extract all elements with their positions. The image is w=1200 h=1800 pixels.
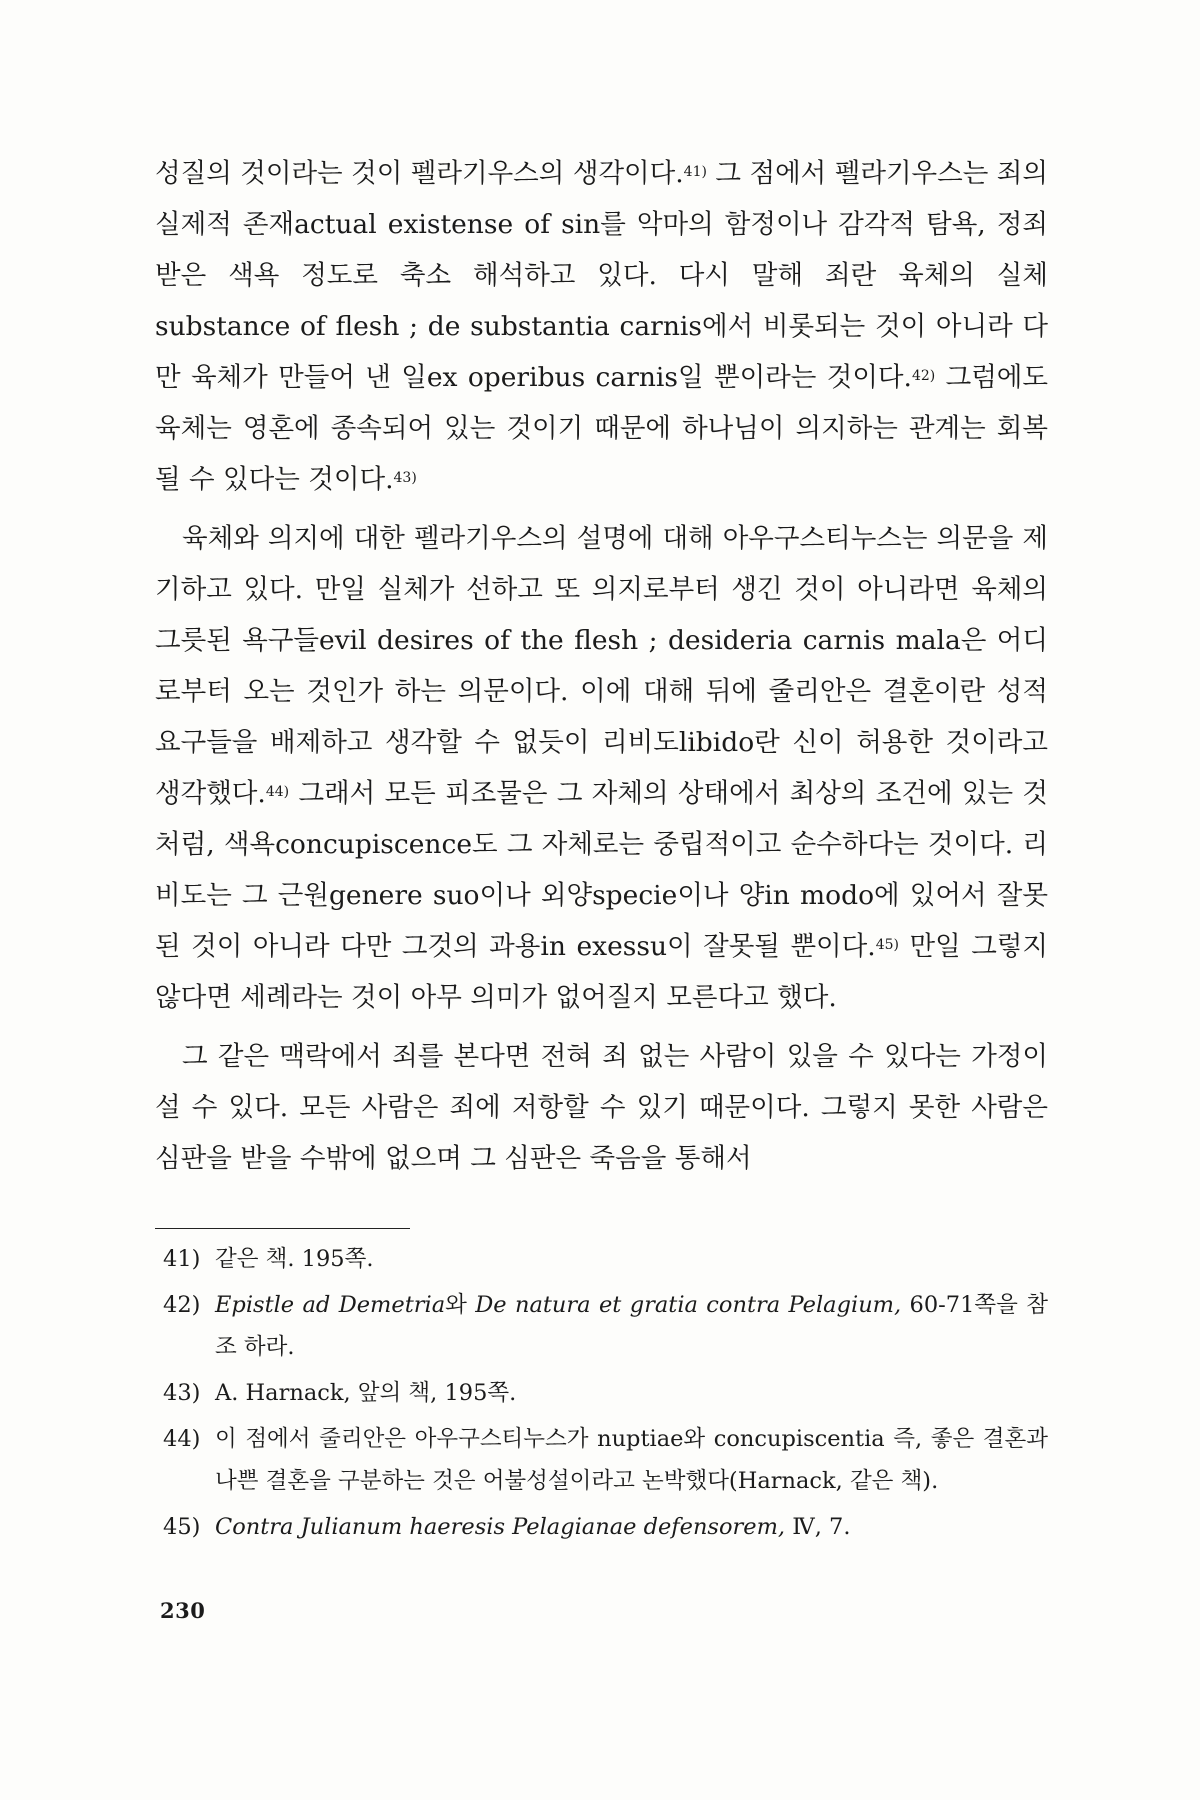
footnote-ref-44[interactable]: 44) — [265, 784, 290, 800]
paragraph-1 — [155, 148, 1048, 505]
footnote-number: 42) — [163, 1292, 201, 1318]
footnote-42 — [163, 1284, 1048, 1368]
footnote-43 — [163, 1372, 1048, 1414]
paragraph-3 — [155, 1031, 1048, 1184]
footnote-number: 41) — [163, 1246, 201, 1272]
footnote-number: 43) — [163, 1380, 201, 1406]
footnote-text: A. Harnack, 앞의 책, 195쪽. — [215, 1380, 517, 1406]
footnote-ref-43[interactable]: 43) — [393, 470, 417, 486]
footnote-41 — [163, 1238, 1048, 1280]
footnote-rest: 60-71쪽을 참조 하라. — [215, 1292, 1048, 1360]
footnote-ref-45[interactable]: 45) — [875, 937, 899, 953]
book-title: Epistle ad Demetria — [215, 1292, 446, 1318]
paragraph-2 — [155, 513, 1048, 1023]
text-segment: 육체와 의지에 대한 펠라기우스의 설명에 대해 아우구스티누스는 의문을 제기하고 있다. 만일 실체가 선하고 또 의지로부터 생긴 것이 아니라면 육체의 그릇된 욕구들evil desires of the flesh ; desideria carnis mala은 어디로부터 오는 것인가 하는 의문이다. 이에 대해 뒤에 줄리안은 결혼이란 성적 요구들을 배제하고 생각할 수 없듯이 리비도libido란 신이 허용한 것이라고 생각했다. — [155, 523, 1048, 809]
footnote-text — [215, 1284, 1048, 1368]
footnote-text: 이 점에서 줄리안은 아우구스티누스가 nuptiae와 concupiscentia 즉, 좋은 결혼과 나쁜 결혼을 구분하는 것은 어불성설이라고 논박했다(Harnack, 같은 책). — [215, 1426, 1048, 1494]
text-segment: 그래서 모든 피조물은 그 자체의 상태에서 최상의 조건에 있는 것처럼, 색욕concupiscence도 그 자체로는 중립적이고 순수하다는 것이다. 리비도는 그 근원genere suo이나 외양specie이나 양in modo에 있어서 잘못된 것이 아니라 다만 그것의 과용in exessu이 잘못될 뿐이다. — [155, 778, 1048, 962]
footnote-44 — [163, 1418, 1048, 1502]
footnote-45 — [163, 1506, 1048, 1548]
footnote-text — [215, 1506, 1048, 1548]
book-title: De natura et gratia contra Pelagium, — [475, 1292, 902, 1318]
footnote-ref-42[interactable]: 42) — [911, 368, 936, 384]
body-text — [155, 148, 1048, 1192]
footnote-number: 45) — [163, 1514, 201, 1540]
page-number: 230 — [160, 1598, 206, 1623]
footnote-ref-41[interactable]: 41) — [683, 164, 707, 180]
footnote-rest: Ⅳ, 7. — [785, 1514, 851, 1540]
text-segment: 그 점에서 펠라기우스는 죄의 실제적 존재actual existense of sin를 악마의 함정이나 감각적 탐욕, 정죄 받은 색욕 정도로 축소 해석하고 있다. 다시 말해 죄란 육체의 실체substance of flesh ; de substantia carnis에서 비롯되는 것이 아니라 다만 육체가 만들어 낸 일ex operibus carnis일 뿐이라는 것이다. — [155, 158, 1048, 393]
footnote-separator — [155, 1228, 410, 1229]
footnote-connector: 와 — [445, 1292, 476, 1318]
footnotes — [163, 1238, 1048, 1552]
text-segment: 그럼에도 육체는 영혼에 종속되어 있는 것이기 때문에 하나님이 의지하는 관계는 회복될 수 있다는 것이다. — [155, 362, 1048, 495]
text-segment: 그 같은 맥락에서 죄를 본다면 전혀 죄 없는 사람이 있을 수 있다는 가정이 설 수 있다. 모든 사람은 죄에 저항할 수 있기 때문이다. 그렇지 못한 사람은 심판을 받을 수밖에 없으며 그 심판은 죽음을 통해서 — [155, 1041, 1048, 1174]
book-title: Contra Julianum haeresis Pelagianae defensorem, — [215, 1514, 786, 1540]
footnote-text: 같은 책. 195쪽. — [215, 1246, 374, 1272]
text-segment: 만일 그렇지 않다면 세례라는 것이 아무 의미가 없어질지 모른다고 했다. — [155, 931, 1049, 1013]
footnote-number: 44) — [163, 1426, 201, 1452]
text-segment: 성질의 것이라는 것이 펠라기우스의 생각이다. — [155, 158, 684, 189]
